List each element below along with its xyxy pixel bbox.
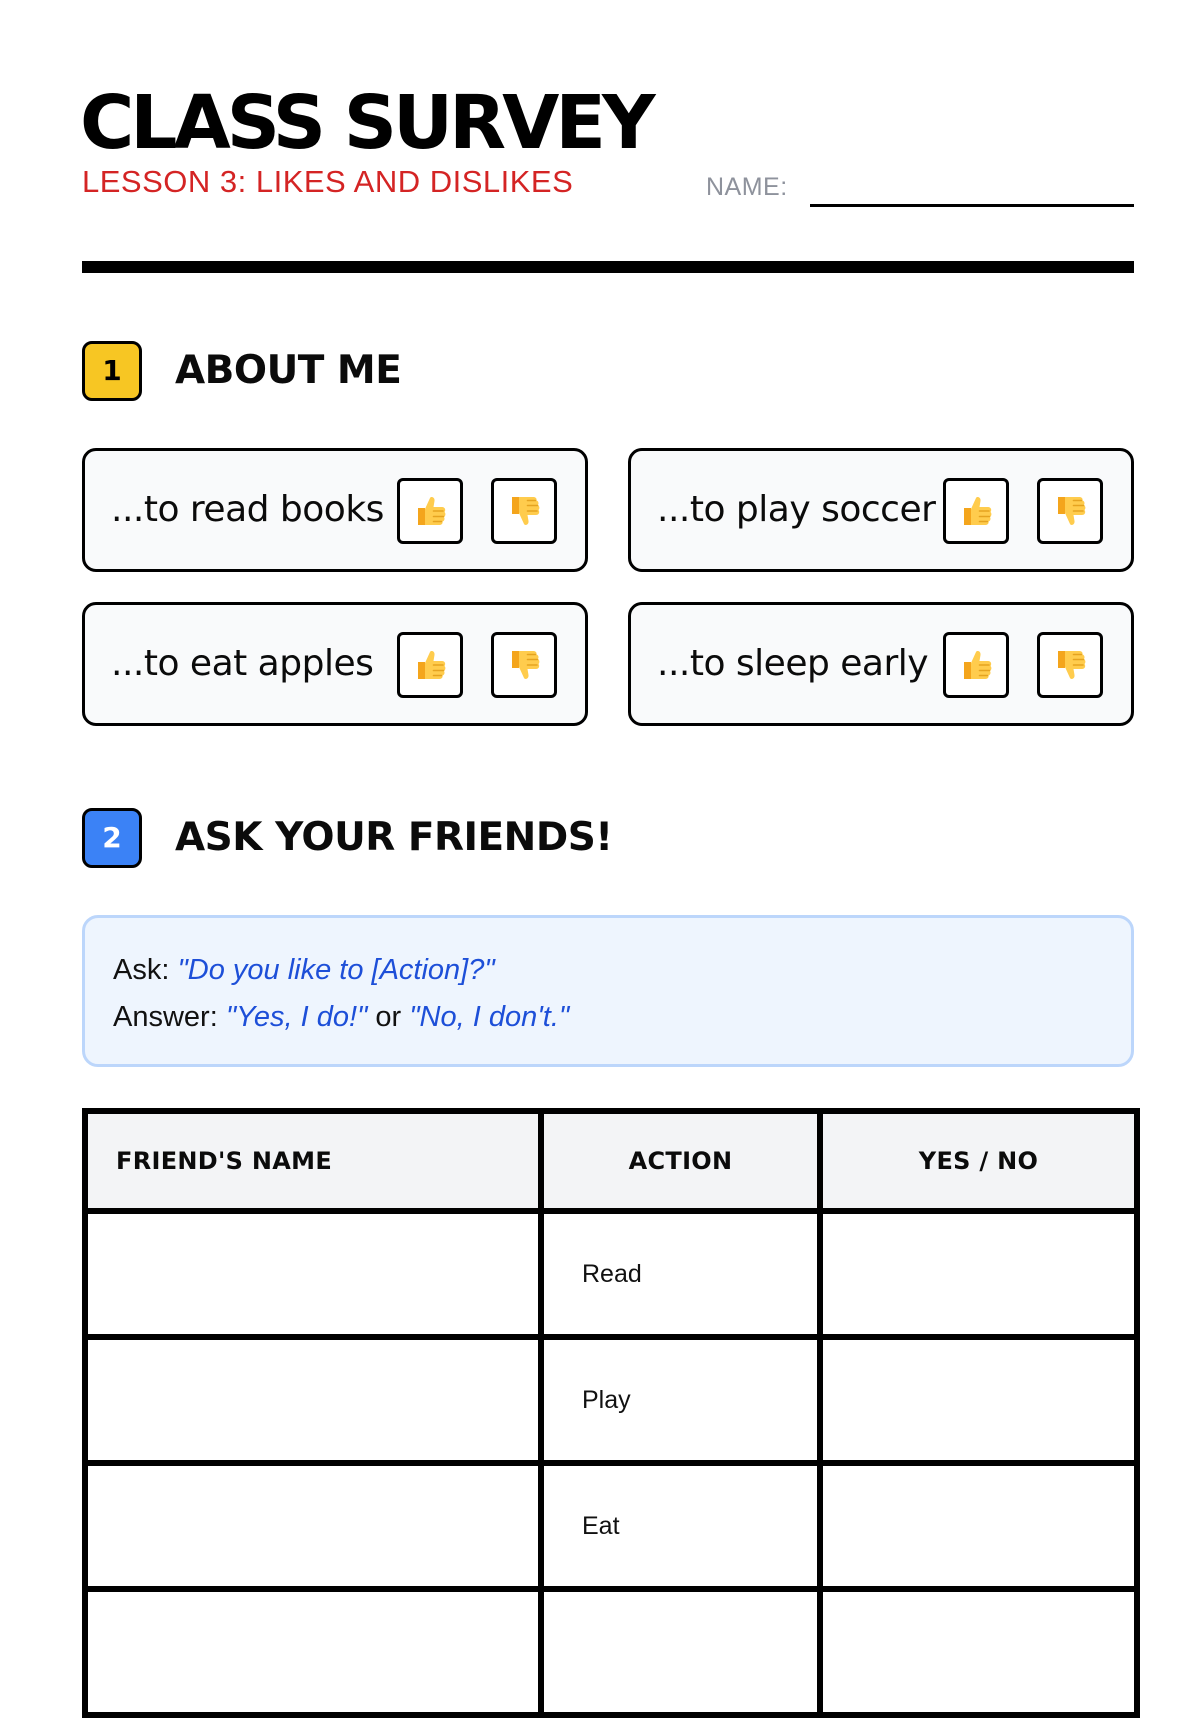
action-cell: Eat	[541, 1463, 820, 1589]
survey-table	[82, 1108, 1140, 1718]
section-ask-friends-heading	[82, 808, 1134, 876]
table-row	[85, 1337, 1137, 1463]
lesson-subtitle: LESSON 3: LIKES AND DISLIKES	[82, 164, 574, 199]
table-row	[85, 1463, 1137, 1589]
thumbs-up-icon	[958, 647, 994, 683]
worksheet-header	[82, 80, 1134, 280]
dislike-checkbox[interactable]	[1037, 632, 1103, 698]
thumbs-down-icon	[1052, 647, 1088, 683]
answer-label: Answer:	[113, 1001, 218, 1033]
friend-name-cell[interactable]	[85, 1211, 541, 1337]
thumbs-down-icon	[1052, 493, 1088, 529]
yes-no-cell[interactable]	[820, 1589, 1137, 1715]
like-checkbox[interactable]	[397, 632, 463, 698]
section-title: ABOUT ME	[175, 348, 402, 393]
activity-label: ...to read books	[111, 489, 384, 530]
thumbs-up-icon	[412, 647, 448, 683]
ask-label: Ask:	[113, 954, 170, 986]
dislike-checkbox[interactable]	[491, 478, 557, 544]
answer-line	[113, 999, 569, 1035]
thumbs-up-icon	[412, 493, 448, 529]
column-header-friend-name: FRIEND'S NAME	[85, 1111, 541, 1211]
activity-card-sleep-early	[628, 602, 1134, 726]
friend-name-cell[interactable]	[85, 1589, 541, 1715]
dislike-checkbox[interactable]	[1037, 478, 1103, 544]
section-number-badge: 1	[82, 341, 142, 401]
table-header-row	[85, 1111, 1137, 1211]
section-about-me-heading	[82, 341, 1134, 409]
action-cell	[541, 1589, 820, 1715]
thumbs-down-icon	[506, 493, 542, 529]
table-row	[85, 1589, 1137, 1715]
header-divider	[82, 261, 1134, 273]
like-checkbox[interactable]	[397, 478, 463, 544]
name-label: NAME:	[706, 173, 788, 201]
friend-name-cell[interactable]	[85, 1337, 541, 1463]
ask-quote: "Do you like to [Action]?"	[177, 954, 495, 986]
yes-no-cell[interactable]	[820, 1211, 1137, 1337]
action-cell: Read	[541, 1211, 820, 1337]
page-title: CLASS SURVEY	[80, 80, 652, 166]
like-checkbox[interactable]	[943, 632, 1009, 698]
action-cell: Play	[541, 1337, 820, 1463]
section-title: ASK YOUR FRIENDS!	[175, 815, 613, 860]
answer-or: or	[375, 1001, 402, 1033]
activity-card-eat-apples	[82, 602, 588, 726]
friend-name-cell[interactable]	[85, 1463, 541, 1589]
worksheet-page	[82, 0, 1134, 1600]
column-header-action: ACTION	[541, 1111, 820, 1211]
activity-label: ...to sleep early	[657, 643, 929, 684]
answer-yes-quote: "Yes, I do!"	[225, 1001, 368, 1033]
thumbs-down-icon	[506, 647, 542, 683]
activity-label: ...to play soccer	[657, 489, 936, 530]
dislike-checkbox[interactable]	[491, 632, 557, 698]
about-me-cards	[82, 448, 1134, 728]
like-checkbox[interactable]	[943, 478, 1009, 544]
yes-no-cell[interactable]	[820, 1337, 1137, 1463]
table-row	[85, 1211, 1137, 1337]
ask-line	[113, 952, 495, 988]
answer-no-quote: "No, I don't."	[409, 1001, 570, 1033]
column-header-yes-no: YES / NO	[820, 1111, 1137, 1211]
thumbs-up-icon	[958, 493, 994, 529]
activity-card-read-books	[82, 448, 588, 572]
yes-no-cell[interactable]	[820, 1463, 1137, 1589]
activity-label: ...to eat apples	[111, 643, 374, 684]
activity-card-play-soccer	[628, 448, 1134, 572]
name-field-line[interactable]	[810, 204, 1134, 207]
dialogue-hint-box	[82, 915, 1134, 1067]
section-number-badge: 2	[82, 808, 142, 868]
